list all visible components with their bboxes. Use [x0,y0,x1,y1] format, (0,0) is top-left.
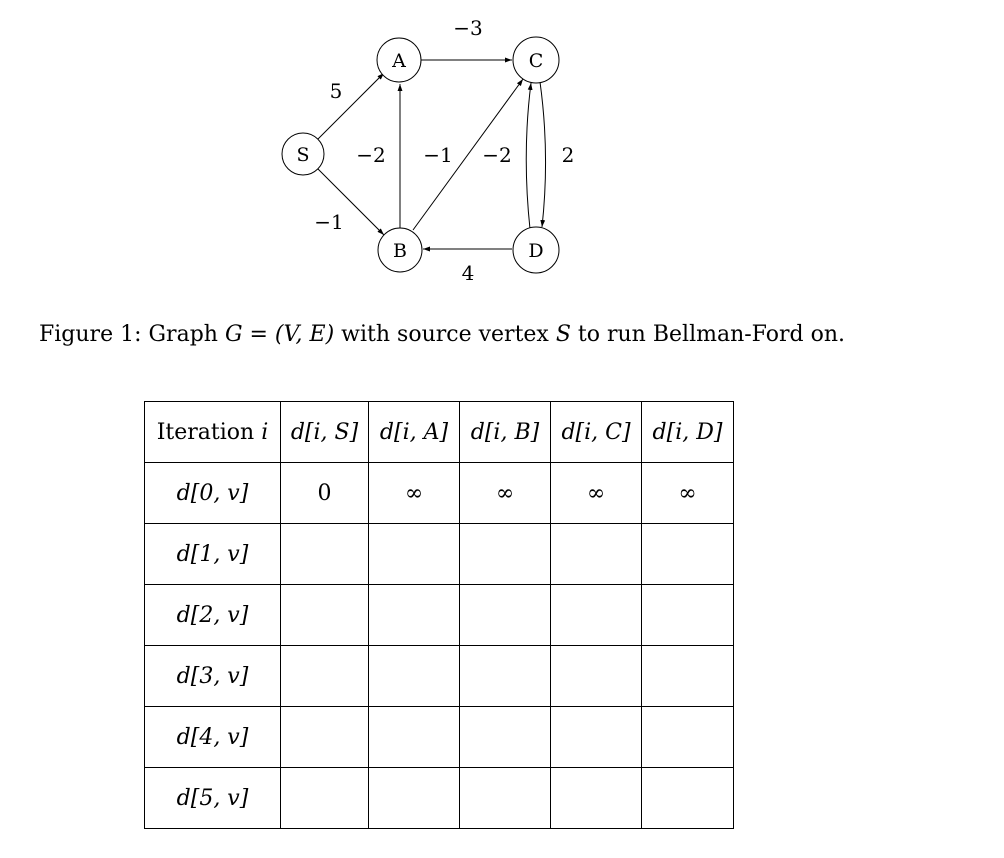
node-d [513,227,559,273]
table-cell: 0 [281,463,369,524]
table-cell [460,585,551,646]
table-cell [281,707,369,768]
table-cell [369,646,460,707]
table-cell [642,768,734,829]
header-col-b: d[i, B] [460,402,551,463]
table-cell: ∞ [642,463,734,524]
table-header-row [145,402,734,463]
edge-d-c [526,83,531,229]
header-iteration [145,402,281,463]
edge-label-s-b: −1 [314,210,344,234]
table-cell [369,585,460,646]
header-iteration-var: i [261,419,269,445]
table-cell [281,524,369,585]
edge-label-c-d: 2 [561,143,575,167]
figure-caption [39,322,845,347]
caption-source-vertex: S [555,322,571,347]
table-row [145,646,734,707]
node-c [513,37,559,83]
table-cell [551,585,642,646]
node-label-s: S [296,144,310,166]
table-cell [642,646,734,707]
table-cell [642,524,734,585]
edge-label-d-c: −2 [482,143,512,167]
table-cell [551,768,642,829]
table-row [145,585,734,646]
caption-graph-math: G = (V, E) [224,322,335,347]
table-cell [281,646,369,707]
edge-s-a [318,73,384,139]
table-cell [642,585,734,646]
edge-label-b-a: −2 [356,143,386,167]
table-cell: ∞ [369,463,460,524]
header-col-a: d[i, A] [369,402,460,463]
table-cell [551,524,642,585]
table-cell: ∞ [460,463,551,524]
graph-diagram [0,0,1004,310]
table-row [145,707,734,768]
row-label: d[4, v] [145,707,281,768]
node-a [377,38,421,82]
table-cell: ∞ [551,463,642,524]
node-s [282,133,324,175]
edge-label-d-b: 4 [461,261,475,285]
caption-suffix: to run Bellman-Ford on. [570,322,845,347]
node-label-a: A [392,50,406,72]
table-cell [551,646,642,707]
caption-middle: with source vertex [334,322,556,347]
row-label: d[0, v] [145,463,281,524]
header-col-d: d[i, D] [642,402,734,463]
row-label: d[5, v] [145,768,281,829]
table-row [145,463,734,524]
edge-label-s-a: 5 [329,79,343,103]
table-cell [460,707,551,768]
table-cell [369,524,460,585]
edge-label-b-c: −1 [423,143,453,167]
row-label: d[3, v] [145,646,281,707]
table-cell [369,768,460,829]
table-cell [281,585,369,646]
table-cell [460,524,551,585]
node-b [378,228,422,272]
edge-c-d [540,82,546,227]
table-cell [281,768,369,829]
table-row [145,768,734,829]
caption-prefix: Figure 1: Graph [39,322,225,347]
header-col-s: d[i, S] [281,402,369,463]
table-cell [460,646,551,707]
table-cell [460,768,551,829]
node-label-b: B [393,240,407,262]
table-cell [642,707,734,768]
table-cell [369,707,460,768]
header-iteration-text: Iteration [156,419,262,445]
bellman-ford-table [144,401,734,829]
node-label-d: D [528,240,544,262]
row-label: d[2, v] [145,585,281,646]
header-col-c: d[i, C] [551,402,642,463]
table-row [145,524,734,585]
table-cell [551,707,642,768]
edge-label-a-c: −3 [453,16,483,40]
node-label-c: C [528,50,544,72]
row-label: d[1, v] [145,524,281,585]
